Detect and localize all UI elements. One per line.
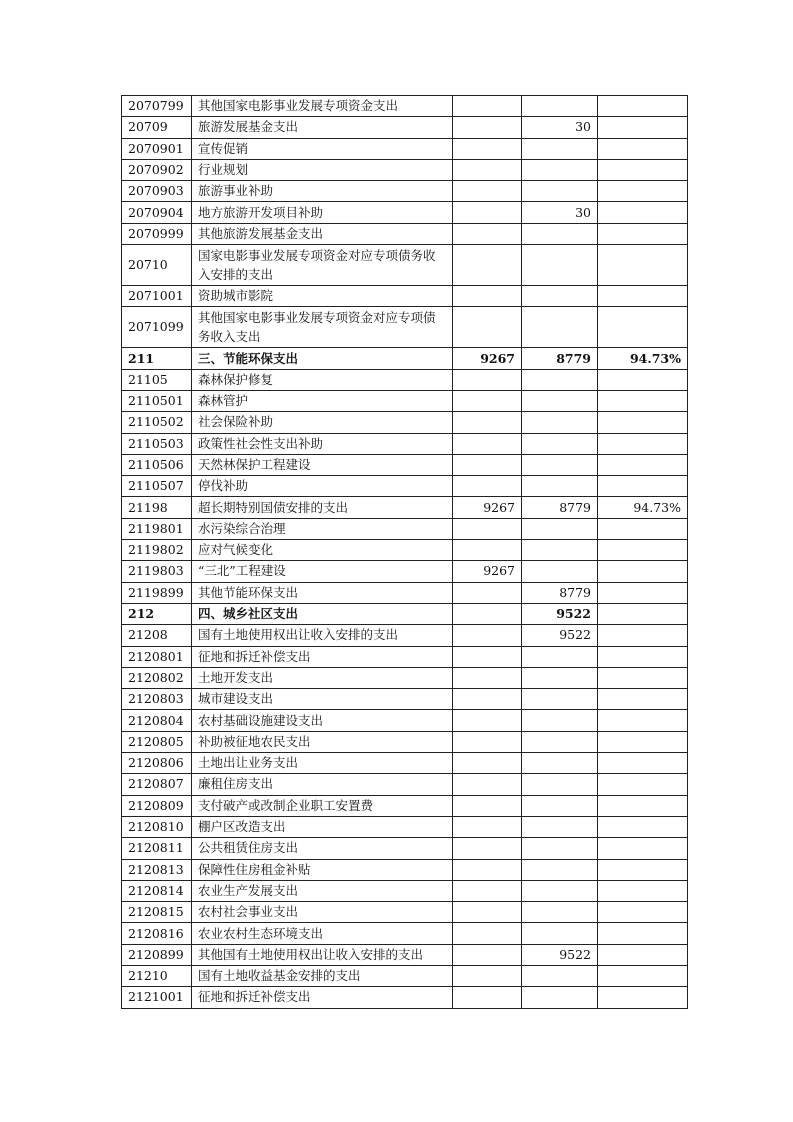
row-value-2 <box>522 540 598 561</box>
row-value-2 <box>522 667 598 688</box>
row-name: 宣传促销 <box>192 138 453 159</box>
row-value-3 <box>598 646 688 667</box>
row-value-3 <box>598 454 688 475</box>
row-name: 农村基础设施建设支出 <box>192 710 453 731</box>
row-value-1 <box>453 965 522 986</box>
row-value-2: 8779 <box>522 497 598 518</box>
table-row <box>122 582 688 603</box>
row-name: 棚户区改造支出 <box>192 816 453 837</box>
row-code: 212 <box>122 603 192 624</box>
row-code: 2119802 <box>122 540 192 561</box>
row-code: 2110501 <box>122 390 192 411</box>
row-name: 停伐补助 <box>192 476 453 497</box>
row-value-3 <box>598 944 688 965</box>
row-name: 行业规划 <box>192 159 453 180</box>
row-value-1 <box>453 625 522 646</box>
row-value-1 <box>453 944 522 965</box>
row-value-2: 8779 <box>522 582 598 603</box>
row-value-1 <box>453 117 522 138</box>
row-value-3 <box>598 369 688 390</box>
row-value-1 <box>453 412 522 433</box>
table-row <box>122 923 688 944</box>
row-name: 水污染综合治理 <box>192 518 453 539</box>
row-value-1 <box>453 880 522 901</box>
row-value-2 <box>522 859 598 880</box>
row-value-3 <box>598 561 688 582</box>
table-row <box>122 245 688 286</box>
row-value-3 <box>598 774 688 795</box>
row-value-2 <box>522 561 598 582</box>
row-name: 政策性社会性支出补助 <box>192 433 453 454</box>
table-row <box>122 816 688 837</box>
row-value-1 <box>453 774 522 795</box>
row-value-2 <box>522 454 598 475</box>
table-row <box>122 96 688 117</box>
row-value-2 <box>522 965 598 986</box>
table-row <box>122 433 688 454</box>
row-value-3 <box>598 518 688 539</box>
row-code: 2119801 <box>122 518 192 539</box>
row-value-2: 9522 <box>522 603 598 624</box>
row-value-2 <box>522 307 598 348</box>
table-row <box>122 838 688 859</box>
row-name: 三、节能环保支出 <box>192 348 453 369</box>
table-row <box>122 731 688 752</box>
row-value-1 <box>453 923 522 944</box>
row-value-1 <box>453 689 522 710</box>
row-code: 20709 <box>122 117 192 138</box>
row-value-2 <box>522 223 598 244</box>
row-value-1 <box>453 307 522 348</box>
table-row <box>122 138 688 159</box>
row-value-3: 94.73% <box>598 497 688 518</box>
table-row <box>122 987 688 1008</box>
table-row <box>122 774 688 795</box>
row-value-3 <box>598 540 688 561</box>
table-row <box>122 518 688 539</box>
row-name: 农村社会事业支出 <box>192 902 453 923</box>
table-row <box>122 646 688 667</box>
table-row <box>122 603 688 624</box>
table-row <box>122 454 688 475</box>
row-value-3 <box>598 625 688 646</box>
row-value-3 <box>598 286 688 307</box>
row-code: 20710 <box>122 245 192 286</box>
row-value-2 <box>522 987 598 1008</box>
table-row <box>122 795 688 816</box>
table-row <box>122 390 688 411</box>
row-value-1 <box>453 540 522 561</box>
row-value-3 <box>598 159 688 180</box>
row-value-3 <box>598 117 688 138</box>
row-value-3 <box>598 710 688 731</box>
row-code: 2070901 <box>122 138 192 159</box>
row-code: 2120806 <box>122 753 192 774</box>
row-value-3 <box>598 223 688 244</box>
row-name: 四、城乡社区支出 <box>192 603 453 624</box>
row-code: 2120813 <box>122 859 192 880</box>
row-value-3 <box>598 816 688 837</box>
row-value-3 <box>598 965 688 986</box>
table-row <box>122 307 688 348</box>
row-value-2 <box>522 646 598 667</box>
row-code: 2070902 <box>122 159 192 180</box>
table-row <box>122 944 688 965</box>
row-value-1 <box>453 518 522 539</box>
row-value-3 <box>598 390 688 411</box>
row-value-2 <box>522 923 598 944</box>
row-code: 2119803 <box>122 561 192 582</box>
row-name: 地方旅游开发项目补助 <box>192 202 453 223</box>
table-row <box>122 369 688 390</box>
row-value-3 <box>598 880 688 901</box>
row-name: 农业生产发展支出 <box>192 880 453 901</box>
row-value-2 <box>522 753 598 774</box>
row-value-1 <box>453 223 522 244</box>
row-value-1: 9267 <box>453 497 522 518</box>
table-row <box>122 753 688 774</box>
row-value-1 <box>453 753 522 774</box>
row-value-3 <box>598 245 688 286</box>
row-name: 其他国家电影事业发展专项资金支出 <box>192 96 453 117</box>
row-value-3 <box>598 859 688 880</box>
row-value-1 <box>453 731 522 752</box>
row-name: 森林保护修复 <box>192 369 453 390</box>
row-value-1 <box>453 390 522 411</box>
row-name: 其他国有土地使用权出让收入安排的支出 <box>192 944 453 965</box>
row-value-3 <box>598 902 688 923</box>
row-code: 2070903 <box>122 181 192 202</box>
table-row <box>122 689 688 710</box>
row-value-2 <box>522 181 598 202</box>
row-value-2 <box>522 689 598 710</box>
row-name: 天然林保护工程建设 <box>192 454 453 475</box>
row-value-2: 9522 <box>522 944 598 965</box>
row-value-1 <box>453 859 522 880</box>
row-value-2: 30 <box>522 202 598 223</box>
row-value-2 <box>522 816 598 837</box>
row-value-1 <box>453 603 522 624</box>
row-name: 国有土地收益基金安排的支出 <box>192 965 453 986</box>
row-value-2 <box>522 518 598 539</box>
row-value-2 <box>522 433 598 454</box>
row-value-2 <box>522 138 598 159</box>
row-name: 城市建设支出 <box>192 689 453 710</box>
row-value-3 <box>598 731 688 752</box>
table-row <box>122 412 688 433</box>
table-row <box>122 625 688 646</box>
row-value-1 <box>453 838 522 859</box>
row-code: 21210 <box>122 965 192 986</box>
row-code: 2070904 <box>122 202 192 223</box>
table-row <box>122 497 688 518</box>
row-code: 21198 <box>122 497 192 518</box>
row-value-3 <box>598 412 688 433</box>
row-code: 2120802 <box>122 667 192 688</box>
table-row <box>122 117 688 138</box>
row-value-2 <box>522 286 598 307</box>
row-name: 超长期特别国债安排的支出 <box>192 497 453 518</box>
budget-table-body <box>122 96 688 1009</box>
row-name: 国家电影事业发展专项资金对应专项债务收入安排的支出 <box>192 245 453 286</box>
table-row <box>122 859 688 880</box>
row-value-1 <box>453 667 522 688</box>
table-row <box>122 710 688 731</box>
table-row <box>122 667 688 688</box>
table-row <box>122 159 688 180</box>
row-code: 2119899 <box>122 582 192 603</box>
row-code: 2120810 <box>122 816 192 837</box>
row-value-1 <box>453 245 522 286</box>
row-name: 旅游发展基金支出 <box>192 117 453 138</box>
row-name: 支付破产或改制企业职工安置费 <box>192 795 453 816</box>
row-value-3 <box>598 753 688 774</box>
row-code: 2070799 <box>122 96 192 117</box>
table-row <box>122 476 688 497</box>
row-value-3 <box>598 307 688 348</box>
row-code: 2120804 <box>122 710 192 731</box>
row-name: 农业农村生态环境支出 <box>192 923 453 944</box>
row-value-2 <box>522 774 598 795</box>
row-value-3 <box>598 795 688 816</box>
row-name: 补助被征地农民支出 <box>192 731 453 752</box>
row-value-1 <box>453 987 522 1008</box>
row-name: 土地出让业务支出 <box>192 753 453 774</box>
row-value-3 <box>598 689 688 710</box>
row-value-3 <box>598 181 688 202</box>
row-value-1 <box>453 710 522 731</box>
row-code: 21105 <box>122 369 192 390</box>
row-value-2 <box>522 795 598 816</box>
row-code: 2121001 <box>122 987 192 1008</box>
row-value-3 <box>598 202 688 223</box>
row-value-1 <box>453 96 522 117</box>
row-value-2 <box>522 476 598 497</box>
row-code: 2120805 <box>122 731 192 752</box>
row-name: 旅游事业补助 <box>192 181 453 202</box>
row-value-2 <box>522 880 598 901</box>
row-value-1 <box>453 902 522 923</box>
row-name: 其他国家电影事业发展专项资金对应专项债务收入支出 <box>192 307 453 348</box>
row-code: 2071001 <box>122 286 192 307</box>
table-row <box>122 202 688 223</box>
row-value-3 <box>598 667 688 688</box>
row-value-1 <box>453 646 522 667</box>
row-value-2 <box>522 412 598 433</box>
row-name: 征地和拆迁补偿支出 <box>192 646 453 667</box>
row-value-2 <box>522 838 598 859</box>
row-value-1 <box>453 286 522 307</box>
budget-table <box>121 95 688 1009</box>
row-value-2: 30 <box>522 117 598 138</box>
table-row <box>122 540 688 561</box>
row-name: 其他旅游发展基金支出 <box>192 223 453 244</box>
row-value-1 <box>453 476 522 497</box>
row-code: 2071099 <box>122 307 192 348</box>
row-code: 2110503 <box>122 433 192 454</box>
row-value-2 <box>522 731 598 752</box>
row-code: 2110507 <box>122 476 192 497</box>
row-code: 211 <box>122 348 192 369</box>
row-code: 2120807 <box>122 774 192 795</box>
row-value-2: 9522 <box>522 625 598 646</box>
table-row <box>122 880 688 901</box>
row-value-1 <box>453 795 522 816</box>
row-name: 公共租赁住房支出 <box>192 838 453 859</box>
row-value-3 <box>598 138 688 159</box>
row-value-2 <box>522 710 598 731</box>
row-value-1 <box>453 816 522 837</box>
row-value-1 <box>453 582 522 603</box>
row-value-2 <box>522 159 598 180</box>
row-code: 2120899 <box>122 944 192 965</box>
row-value-3 <box>598 603 688 624</box>
row-value-3 <box>598 96 688 117</box>
table-row <box>122 181 688 202</box>
row-name: 社会保险补助 <box>192 412 453 433</box>
row-value-3: 94.73% <box>598 348 688 369</box>
row-name: 国有土地使用权出让收入安排的支出 <box>192 625 453 646</box>
row-value-1 <box>453 159 522 180</box>
row-code: 2120803 <box>122 689 192 710</box>
row-value-3 <box>598 582 688 603</box>
row-value-1 <box>453 181 522 202</box>
row-value-3 <box>598 923 688 944</box>
row-code: 21208 <box>122 625 192 646</box>
row-name: 应对气候变化 <box>192 540 453 561</box>
row-name: 其他节能环保支出 <box>192 582 453 603</box>
row-name: 资助城市影院 <box>192 286 453 307</box>
row-code: 2110506 <box>122 454 192 475</box>
row-value-1: 9267 <box>453 348 522 369</box>
row-value-1 <box>453 138 522 159</box>
row-value-1 <box>453 369 522 390</box>
row-code: 2120811 <box>122 838 192 859</box>
row-value-2 <box>522 96 598 117</box>
row-value-1 <box>453 433 522 454</box>
row-value-1 <box>453 454 522 475</box>
row-value-3 <box>598 838 688 859</box>
row-code: 2070999 <box>122 223 192 244</box>
row-name: 森林管护 <box>192 390 453 411</box>
row-name: 廉租住房支出 <box>192 774 453 795</box>
row-code: 2120801 <box>122 646 192 667</box>
row-code: 2120816 <box>122 923 192 944</box>
row-value-2: 8779 <box>522 348 598 369</box>
row-value-2 <box>522 902 598 923</box>
table-row <box>122 348 688 369</box>
row-name: “三北”工程建设 <box>192 561 453 582</box>
row-value-1: 9267 <box>453 561 522 582</box>
row-name: 土地开发支出 <box>192 667 453 688</box>
row-value-2 <box>522 245 598 286</box>
row-value-3 <box>598 476 688 497</box>
row-value-2 <box>522 369 598 390</box>
row-value-2 <box>522 390 598 411</box>
row-code: 2120814 <box>122 880 192 901</box>
table-row <box>122 902 688 923</box>
table-row <box>122 286 688 307</box>
row-name: 征地和拆迁补偿支出 <box>192 987 453 1008</box>
table-row <box>122 965 688 986</box>
row-name: 保障性住房租金补贴 <box>192 859 453 880</box>
row-code: 2120809 <box>122 795 192 816</box>
row-value-1 <box>453 202 522 223</box>
row-code: 2110502 <box>122 412 192 433</box>
row-value-3 <box>598 433 688 454</box>
table-row <box>122 223 688 244</box>
table-row <box>122 561 688 582</box>
row-code: 2120815 <box>122 902 192 923</box>
row-value-3 <box>598 987 688 1008</box>
